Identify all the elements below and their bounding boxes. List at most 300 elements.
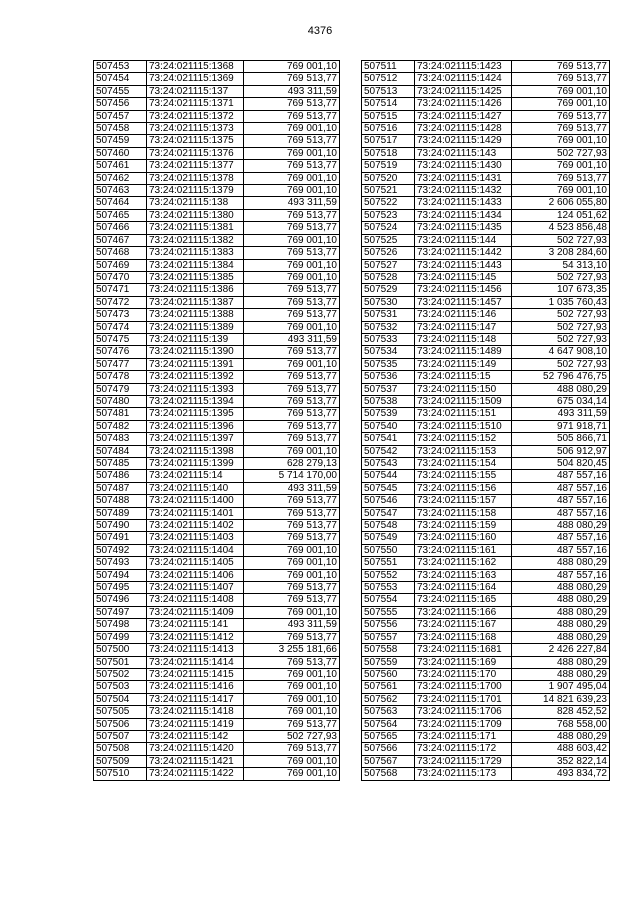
cadastral-value-cell: 487 557,16 (512, 569, 610, 581)
cadastral-number-cell: 73:24:021115:1509 (415, 395, 512, 407)
table-row (94, 507, 340, 519)
cadastral-value-cell: 488 080,29 (512, 383, 610, 395)
cadastral-number-cell: 73:24:021115:1425 (415, 85, 512, 97)
cadastral-number-cell: 73:24:021115:155 (415, 470, 512, 482)
table-row (94, 668, 340, 680)
table-row (94, 606, 340, 618)
cadastral-number-cell: 73:24:021115:1433 (415, 197, 512, 209)
cadastral-number-cell: 73:24:021115:143 (415, 147, 512, 159)
table-row (94, 98, 340, 110)
cadastral-value-cell: 769 513,77 (244, 532, 340, 544)
cadastral-number-cell: 73:24:021115:151 (415, 408, 512, 420)
cadastral-value-cell: 769 513,77 (244, 110, 340, 122)
cadastral-number-cell: 73:24:021115:1424 (415, 73, 512, 85)
table-row (94, 544, 340, 556)
table-row (362, 768, 610, 780)
row-number-cell: 507568 (362, 768, 415, 780)
table-row (362, 147, 610, 159)
row-number-cell: 507495 (94, 582, 147, 594)
row-number-cell: 507454 (94, 73, 147, 85)
row-number-cell: 507539 (362, 408, 415, 420)
cadastral-value-cell: 628 279,13 (244, 458, 340, 470)
cadastral-value-cell: 769 513,77 (244, 433, 340, 445)
table-row (362, 73, 610, 85)
cadastral-number-cell: 73:24:021115:1390 (147, 346, 244, 358)
table-row (94, 383, 340, 395)
row-number-cell: 507511 (362, 61, 415, 73)
cadastral-value-cell: 487 557,16 (512, 532, 610, 544)
table-row (362, 98, 610, 110)
cadastral-value-cell: 502 727,93 (512, 234, 610, 246)
cadastral-value-cell: 769 513,77 (244, 309, 340, 321)
row-number-cell: 507522 (362, 197, 415, 209)
table-row (362, 681, 610, 693)
cadastral-number-cell: 73:24:021115:1405 (147, 557, 244, 569)
table-row (94, 582, 340, 594)
cadastral-value-cell: 769 513,77 (244, 284, 340, 296)
cadastral-value-cell: 769 001,10 (244, 693, 340, 705)
table-row (362, 668, 610, 680)
table-row (362, 445, 610, 457)
cadastral-number-cell: 73:24:021115:144 (415, 234, 512, 246)
cadastral-number-cell: 73:24:021115:1379 (147, 185, 244, 197)
table-row (362, 520, 610, 532)
table-row (362, 644, 610, 656)
row-number-cell: 507477 (94, 358, 147, 370)
row-number-cell: 507464 (94, 197, 147, 209)
cadastral-number-cell: 73:24:021115:1421 (147, 755, 244, 767)
cadastral-number-cell: 73:24:021115:1435 (415, 222, 512, 234)
row-number-cell: 507487 (94, 482, 147, 494)
cadastral-value-cell: 769 513,77 (244, 135, 340, 147)
table-row (94, 569, 340, 581)
cadastral-value-cell: 769 513,77 (512, 172, 610, 184)
cadastral-number-cell: 73:24:021115:1420 (147, 743, 244, 755)
cadastral-value-cell: 502 727,93 (512, 309, 610, 321)
row-number-cell: 507527 (362, 259, 415, 271)
cadastral-number-cell: 73:24:021115:1387 (147, 296, 244, 308)
table-row (362, 61, 610, 73)
cadastral-value-cell: 488 603,42 (512, 743, 610, 755)
row-number-cell: 507562 (362, 693, 415, 705)
table-row (362, 309, 610, 321)
cadastral-value-cell: 769 513,77 (244, 520, 340, 532)
table-row (362, 532, 610, 544)
table-row (94, 222, 340, 234)
table-row (94, 520, 340, 532)
cadastral-value-cell: 502 727,93 (244, 730, 340, 742)
row-number-cell: 507516 (362, 123, 415, 135)
cadastral-value-cell: 769 001,10 (244, 569, 340, 581)
cadastral-number-cell: 73:24:021115:1412 (147, 631, 244, 643)
cadastral-number-cell: 73:24:021115:1375 (147, 135, 244, 147)
cadastral-number-cell: 73:24:021115:169 (415, 656, 512, 668)
cadastral-number-cell: 73:24:021115:1394 (147, 395, 244, 407)
cadastral-value-cell: 769 001,10 (244, 768, 340, 780)
table-row (94, 470, 340, 482)
row-number-cell: 507546 (362, 495, 415, 507)
cadastral-value-cell: 769 513,77 (244, 296, 340, 308)
cadastral-value-cell: 769 513,77 (244, 631, 340, 643)
table-row (94, 408, 340, 420)
cadastral-number-cell: 73:24:021115:139 (147, 333, 244, 345)
cadastral-value-cell: 504 820,45 (512, 458, 610, 470)
row-number-cell: 507483 (94, 433, 147, 445)
cadastral-number-cell: 73:24:021115:1489 (415, 346, 512, 358)
cadastral-value-cell: 769 001,10 (244, 358, 340, 370)
row-number-cell: 507482 (94, 420, 147, 432)
cadastral-value-cell: 769 513,77 (244, 495, 340, 507)
table-row (362, 85, 610, 97)
row-number-cell: 507543 (362, 458, 415, 470)
row-number-cell: 507461 (94, 160, 147, 172)
cadastral-number-cell: 73:24:021115:1404 (147, 544, 244, 556)
row-number-cell: 507530 (362, 296, 415, 308)
row-number-cell: 507503 (94, 681, 147, 693)
table-row (362, 209, 610, 221)
table-row (94, 445, 340, 457)
row-number-cell: 507471 (94, 284, 147, 296)
row-number-cell: 507524 (362, 222, 415, 234)
row-number-cell: 507508 (94, 743, 147, 755)
row-number-cell: 507496 (94, 594, 147, 606)
row-number-cell: 507455 (94, 85, 147, 97)
row-number-cell: 507563 (362, 706, 415, 718)
table-row (362, 123, 610, 135)
cadastral-number-cell: 73:24:021115:163 (415, 569, 512, 581)
row-number-cell: 507474 (94, 321, 147, 333)
cadastral-value-cell: 488 080,29 (512, 730, 610, 742)
row-number-cell: 507469 (94, 259, 147, 271)
row-number-cell: 507551 (362, 557, 415, 569)
cadastral-number-cell: 73:24:021115:1426 (415, 98, 512, 110)
row-number-cell: 507526 (362, 247, 415, 259)
cadastral-value-cell: 493 311,59 (244, 197, 340, 209)
table-row (94, 247, 340, 259)
table-row (362, 482, 610, 494)
cadastral-value-cell: 506 912,97 (512, 445, 610, 457)
row-number-cell: 507481 (94, 408, 147, 420)
table-row (362, 495, 610, 507)
table-row (362, 296, 610, 308)
table-row (94, 395, 340, 407)
table-row (94, 532, 340, 544)
table-row (94, 718, 340, 730)
cadastral-number-cell: 73:24:021115:1681 (415, 644, 512, 656)
table-row (362, 321, 610, 333)
table-row (94, 147, 340, 159)
cadastral-number-cell: 73:24:021115:1393 (147, 383, 244, 395)
cadastral-value-cell: 768 558,00 (512, 718, 610, 730)
cadastral-value-cell: 769 001,10 (512, 135, 610, 147)
table-row (362, 458, 610, 470)
cadastral-number-cell: 73:24:021115:1706 (415, 706, 512, 718)
cadastral-value-cell: 769 001,10 (244, 271, 340, 283)
row-number-cell: 507538 (362, 395, 415, 407)
cadastral-number-cell: 73:24:021115:1402 (147, 520, 244, 532)
row-number-cell: 507479 (94, 383, 147, 395)
table-row (94, 458, 340, 470)
row-number-cell: 507485 (94, 458, 147, 470)
row-number-cell: 507463 (94, 185, 147, 197)
table-row (362, 693, 610, 705)
table-row (362, 346, 610, 358)
cadastral-value-cell: 488 080,29 (512, 582, 610, 594)
cadastral-value-cell: 52 796 476,75 (512, 371, 610, 383)
cadastral-number-cell: 73:24:021115:1407 (147, 582, 244, 594)
cadastral-number-cell: 73:24:021115:1392 (147, 371, 244, 383)
cadastral-number-cell: 73:24:021115:168 (415, 631, 512, 643)
table-row (94, 259, 340, 271)
row-number-cell: 507553 (362, 582, 415, 594)
row-number-cell: 507484 (94, 445, 147, 457)
cadastral-number-cell: 73:24:021115:1414 (147, 656, 244, 668)
cadastral-value-cell: 502 727,93 (512, 358, 610, 370)
table-row (94, 296, 340, 308)
table-row (94, 371, 340, 383)
row-number-cell: 507470 (94, 271, 147, 283)
cadastral-number-cell: 73:24:021115:1423 (415, 61, 512, 73)
cadastral-value-cell: 769 001,10 (244, 706, 340, 718)
table-row (362, 631, 610, 643)
cadastral-value-cell: 769 001,10 (244, 123, 340, 135)
table-row (362, 172, 610, 184)
cadastral-number-cell: 73:24:021115:171 (415, 730, 512, 742)
cadastral-value-cell: 493 311,59 (244, 482, 340, 494)
cadastral-value-cell: 493 311,59 (512, 408, 610, 420)
row-number-cell: 507544 (362, 470, 415, 482)
cadastral-number-cell: 73:24:021115:137 (147, 85, 244, 97)
cadastral-number-cell: 73:24:021115:1443 (415, 259, 512, 271)
cadastral-value-cell: 2 606 055,80 (512, 197, 610, 209)
cadastral-number-cell: 73:24:021115:1442 (415, 247, 512, 259)
cadastral-value-cell: 488 080,29 (512, 606, 610, 618)
cadastral-number-cell: 73:24:021115:1415 (147, 668, 244, 680)
row-number-cell: 507531 (362, 309, 415, 321)
table-row (94, 284, 340, 296)
table-row (362, 582, 610, 594)
table-row (362, 197, 610, 209)
row-number-cell: 507466 (94, 222, 147, 234)
row-number-cell: 507559 (362, 656, 415, 668)
row-number-cell: 507523 (362, 209, 415, 221)
cadastral-value-cell: 493 311,59 (244, 85, 340, 97)
row-number-cell: 507550 (362, 544, 415, 556)
row-number-cell: 507547 (362, 507, 415, 519)
table-row (94, 730, 340, 742)
cadastral-value-cell: 769 001,10 (244, 606, 340, 618)
row-number-cell: 507467 (94, 234, 147, 246)
table-row (362, 743, 610, 755)
cadastral-value-cell: 769 513,77 (512, 110, 610, 122)
table-row (94, 321, 340, 333)
cadastral-value-cell: 493 311,59 (244, 333, 340, 345)
table-row (94, 706, 340, 718)
cadastral-number-cell: 73:24:021115:145 (415, 271, 512, 283)
cadastral-number-cell: 73:24:021115:167 (415, 619, 512, 631)
table-row (94, 755, 340, 767)
cadastral-number-cell: 73:24:021115:1406 (147, 569, 244, 581)
row-number-cell: 507554 (362, 594, 415, 606)
cadastral-value-cell: 769 513,77 (244, 656, 340, 668)
row-number-cell: 507492 (94, 544, 147, 556)
page-number: 4376 (307, 25, 333, 37)
cadastral-value-cell: 769 001,10 (244, 259, 340, 271)
cadastral-number-cell: 73:24:021115:1396 (147, 420, 244, 432)
table-row (362, 185, 610, 197)
cadastral-value-cell: 4 523 856,48 (512, 222, 610, 234)
cadastral-number-cell: 73:24:021115:162 (415, 557, 512, 569)
cadastral-number-cell: 73:24:021115:1428 (415, 123, 512, 135)
table-row (94, 85, 340, 97)
table-row (94, 234, 340, 246)
row-number-cell: 507458 (94, 123, 147, 135)
row-number-cell: 507460 (94, 147, 147, 159)
cadastral-value-cell: 769 513,77 (244, 420, 340, 432)
table-row (94, 172, 340, 184)
cadastral-value-cell: 769 513,77 (512, 73, 610, 85)
row-number-cell: 507491 (94, 532, 147, 544)
cadastral-number-cell: 73:24:021115:159 (415, 520, 512, 532)
table-row (94, 185, 340, 197)
row-number-cell: 507459 (94, 135, 147, 147)
cadastral-number-cell: 73:24:021115:1456 (415, 284, 512, 296)
cadastral-number-cell: 73:24:021115:1431 (415, 172, 512, 184)
row-number-cell: 507509 (94, 755, 147, 767)
cadastral-value-cell: 769 513,77 (512, 61, 610, 73)
cadastral-value-cell: 769 513,77 (244, 395, 340, 407)
row-number-cell: 507514 (362, 98, 415, 110)
table-row (94, 619, 340, 631)
cadastral-value-cell: 769 513,77 (244, 98, 340, 110)
cadastral-number-cell: 73:24:021115:152 (415, 433, 512, 445)
cadastral-number-cell: 73:24:021115:1380 (147, 209, 244, 221)
table-row (94, 743, 340, 755)
row-number-cell: 507489 (94, 507, 147, 519)
cadastral-value-cell: 493 834,72 (512, 768, 610, 780)
cadastral-value-cell: 3 208 284,60 (512, 247, 610, 259)
row-number-cell: 507513 (362, 85, 415, 97)
table-row (362, 234, 610, 246)
table-row (94, 482, 340, 494)
cadastral-number-cell: 73:24:021115:170 (415, 668, 512, 680)
cadastral-value-cell: 502 727,93 (512, 321, 610, 333)
row-number-cell: 507557 (362, 631, 415, 643)
row-number-cell: 507488 (94, 495, 147, 507)
cadastral-number-cell: 73:24:021115:1386 (147, 284, 244, 296)
row-number-cell: 507561 (362, 681, 415, 693)
cadastral-value-cell: 487 557,16 (512, 507, 610, 519)
table-row (362, 755, 610, 767)
cadastral-value-cell: 769 513,77 (244, 582, 340, 594)
cadastral-value-cell: 675 034,14 (512, 395, 610, 407)
cadastral-number-cell: 73:24:021115:1701 (415, 693, 512, 705)
row-number-cell: 507478 (94, 371, 147, 383)
cadastral-number-cell: 73:24:021115:1385 (147, 271, 244, 283)
cadastral-number-cell: 73:24:021115:1430 (415, 160, 512, 172)
cadastral-number-cell: 73:24:021115:172 (415, 743, 512, 755)
table-row (94, 693, 340, 705)
cadastral-number-cell: 73:24:021115:147 (415, 321, 512, 333)
table-row (362, 619, 610, 631)
cadastral-number-cell: 73:24:021115:161 (415, 544, 512, 556)
cadastral-value-cell: 4 647 908,10 (512, 346, 610, 358)
cadastral-value-cell: 487 557,16 (512, 495, 610, 507)
cadastral-number-cell: 73:24:021115:1418 (147, 706, 244, 718)
cadastral-number-cell: 73:24:021115:1709 (415, 718, 512, 730)
cadastral-value-cell: 769 001,10 (244, 557, 340, 569)
table-row (94, 656, 340, 668)
cadastral-value-cell: 828 452,52 (512, 706, 610, 718)
table-row (362, 383, 610, 395)
row-number-cell: 507521 (362, 185, 415, 197)
row-number-cell: 507532 (362, 321, 415, 333)
table-row (362, 544, 610, 556)
table-row (94, 433, 340, 445)
table-row (362, 718, 610, 730)
table-row (362, 222, 610, 234)
table-row (94, 197, 340, 209)
table-row (362, 594, 610, 606)
row-number-cell: 507566 (362, 743, 415, 755)
table-row (362, 271, 610, 283)
cadastral-number-cell: 73:24:021115:1729 (415, 755, 512, 767)
row-number-cell: 507518 (362, 147, 415, 159)
table-row (94, 681, 340, 693)
cadastral-number-cell: 73:24:021115:1409 (147, 606, 244, 618)
cadastral-number-cell: 73:24:021115:1427 (415, 110, 512, 122)
row-number-cell: 507493 (94, 557, 147, 569)
row-number-cell: 507567 (362, 755, 415, 767)
cadastral-value-cell: 769 513,77 (244, 383, 340, 395)
row-number-cell: 507565 (362, 730, 415, 742)
cadastral-value-cell: 769 513,77 (244, 222, 340, 234)
row-number-cell: 507529 (362, 284, 415, 296)
table-row (362, 420, 610, 432)
cadastral-number-cell: 73:24:021115:1376 (147, 147, 244, 159)
row-number-cell: 507465 (94, 209, 147, 221)
cadastral-number-cell: 73:24:021115:1383 (147, 247, 244, 259)
row-number-cell: 507545 (362, 482, 415, 494)
cadastral-number-cell: 73:24:021115:157 (415, 495, 512, 507)
row-number-cell: 507549 (362, 532, 415, 544)
cadastral-value-cell: 5 714 170,00 (244, 470, 340, 482)
table-row (94, 209, 340, 221)
row-number-cell: 507501 (94, 656, 147, 668)
cadastral-number-cell: 73:24:021115:166 (415, 606, 512, 618)
cadastral-number-cell: 73:24:021115:1417 (147, 693, 244, 705)
cadastral-number-cell: 73:24:021115:142 (147, 730, 244, 742)
cadastral-number-cell: 73:24:021115:138 (147, 197, 244, 209)
row-number-cell: 507535 (362, 358, 415, 370)
row-number-cell: 507534 (362, 346, 415, 358)
cadastral-number-cell: 73:24:021115:1401 (147, 507, 244, 519)
table-row (94, 644, 340, 656)
table-row (362, 706, 610, 718)
row-number-cell: 507497 (94, 606, 147, 618)
row-number-cell: 507555 (362, 606, 415, 618)
row-number-cell: 507548 (362, 520, 415, 532)
cadastral-number-cell: 73:24:021115:1381 (147, 222, 244, 234)
row-number-cell: 507519 (362, 160, 415, 172)
cadastral-value-cell: 769 001,10 (512, 98, 610, 110)
row-number-cell: 507542 (362, 445, 415, 457)
row-number-cell: 507456 (94, 98, 147, 110)
cadastral-number-cell: 73:24:021115:158 (415, 507, 512, 519)
cadastral-value-cell: 971 918,71 (512, 420, 610, 432)
cadastral-value-cell: 769 001,10 (244, 445, 340, 457)
cadastral-number-cell: 73:24:021115:1388 (147, 309, 244, 321)
